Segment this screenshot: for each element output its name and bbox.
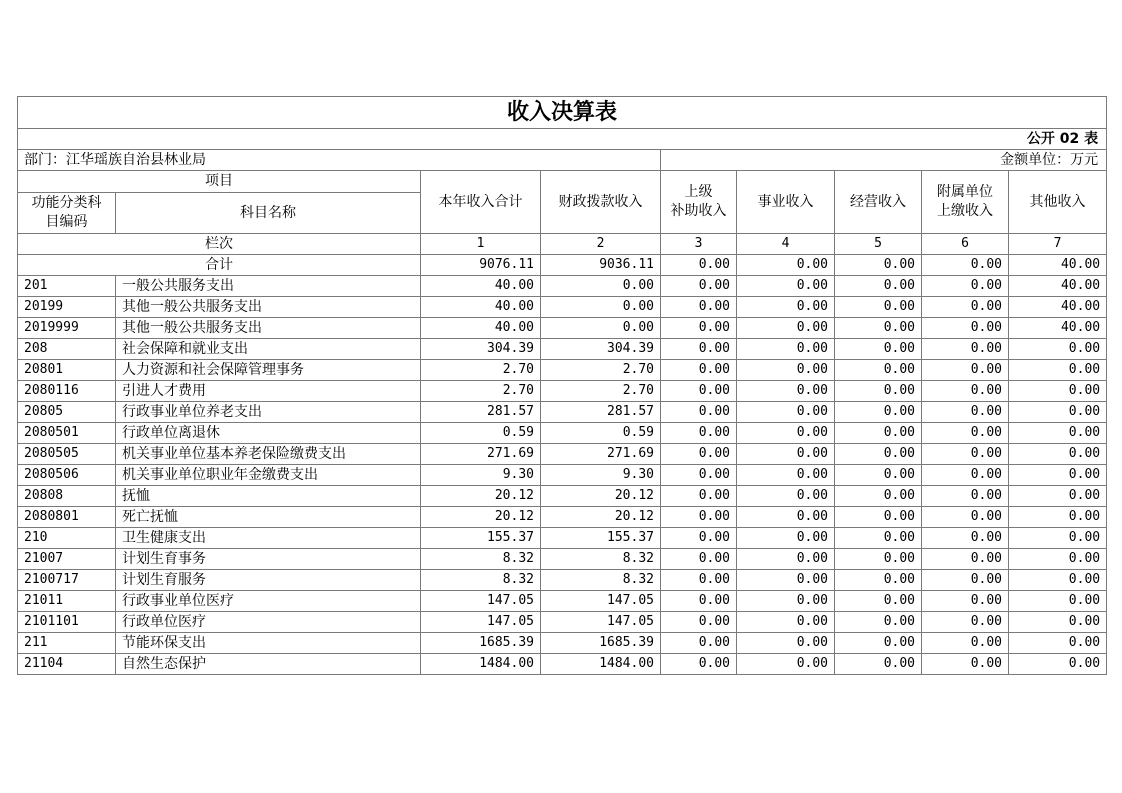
amount-cell: 20.12 <box>541 486 661 507</box>
subject-name-cell: 机关事业单位职业年金缴费支出 <box>116 465 421 486</box>
amount-cell: 20.12 <box>421 486 541 507</box>
amount-cell: 147.05 <box>421 612 541 633</box>
amount-cell: 0.00 <box>922 402 1009 423</box>
amount-cell: 0.00 <box>661 297 737 318</box>
subject-code-cell: 2080506 <box>18 465 116 486</box>
amount-cell: 2.70 <box>541 381 661 402</box>
amount-cell: 0.00 <box>737 633 835 654</box>
col-header-fiscal: 财政拨款收入 <box>541 171 661 234</box>
amount-cell: 0.00 <box>835 444 922 465</box>
amount-cell: 20.12 <box>421 507 541 528</box>
amount-cell: 0.00 <box>737 402 835 423</box>
column-index-cell: 3 <box>661 234 737 255</box>
amount-cell: 40.00 <box>1009 297 1107 318</box>
table-row <box>18 549 1107 570</box>
amount-cell: 0.00 <box>922 654 1009 675</box>
amount-cell: 0.00 <box>835 507 922 528</box>
subject-name-cell: 计划生育服务 <box>116 570 421 591</box>
amount-cell: 0.00 <box>835 612 922 633</box>
amount-cell: 0.00 <box>661 486 737 507</box>
amount-cell: 1484.00 <box>421 654 541 675</box>
amount-cell: 147.05 <box>541 591 661 612</box>
amount-cell: 0.00 <box>1009 591 1107 612</box>
unit-label: 金额单位：万元 <box>661 150 1107 171</box>
amount-cell: 0.00 <box>661 570 737 591</box>
col-header-business: 事业收入 <box>737 171 835 234</box>
amount-cell: 0.00 <box>1009 423 1107 444</box>
amount-cell: 147.05 <box>421 591 541 612</box>
total-value-cell: 0.00 <box>661 255 737 276</box>
amount-cell: 0.00 <box>835 465 922 486</box>
subject-name-cell: 社会保障和就业支出 <box>116 339 421 360</box>
amount-cell: 0.00 <box>661 444 737 465</box>
amount-cell: 0.00 <box>835 654 922 675</box>
table-row <box>18 465 1107 486</box>
subject-name-cell: 人力资源和社会保障管理事务 <box>116 360 421 381</box>
amount-cell: 0.00 <box>661 381 737 402</box>
table-row <box>18 507 1107 528</box>
subject-name-cell: 行政单位离退休 <box>116 423 421 444</box>
subject-code-cell: 21104 <box>18 654 116 675</box>
table-row <box>18 612 1107 633</box>
amount-cell: 1685.39 <box>541 633 661 654</box>
amount-cell: 0.00 <box>835 276 922 297</box>
subject-name-cell: 行政事业单位医疗 <box>116 591 421 612</box>
amount-cell: 0.00 <box>737 654 835 675</box>
total-value-cell: 9076.11 <box>421 255 541 276</box>
amount-cell: 0.00 <box>737 486 835 507</box>
col-header-operation: 经营收入 <box>835 171 922 234</box>
column-index-cell: 2 <box>541 234 661 255</box>
amount-cell: 155.37 <box>421 528 541 549</box>
column-index-cell: 7 <box>1009 234 1107 255</box>
table-row <box>18 276 1107 297</box>
amount-cell: 0.00 <box>922 633 1009 654</box>
amount-cell: 0.00 <box>661 507 737 528</box>
amount-cell: 0.00 <box>922 507 1009 528</box>
amount-cell: 20.12 <box>541 507 661 528</box>
amount-cell: 0.00 <box>922 570 1009 591</box>
amount-cell: 0.00 <box>737 297 835 318</box>
amount-cell: 0.00 <box>737 360 835 381</box>
amount-cell: 2.70 <box>541 360 661 381</box>
table-row <box>18 423 1107 444</box>
amount-cell: 0.00 <box>835 297 922 318</box>
amount-cell: 40.00 <box>421 318 541 339</box>
amount-cell: 0.00 <box>661 318 737 339</box>
subject-code-cell: 2080116 <box>18 381 116 402</box>
amount-cell: 8.32 <box>541 570 661 591</box>
subject-code-cell: 20808 <box>18 486 116 507</box>
amount-cell: 0.00 <box>661 528 737 549</box>
amount-cell: 0.59 <box>541 423 661 444</box>
item-header: 项目 <box>18 171 421 193</box>
column-index-cell: 5 <box>835 234 922 255</box>
subject-name-cell: 抚恤 <box>116 486 421 507</box>
subject-name-cell: 节能环保支出 <box>116 633 421 654</box>
total-value-cell: 40.00 <box>1009 255 1107 276</box>
amount-cell: 0.00 <box>737 549 835 570</box>
amount-cell: 0.00 <box>1009 339 1107 360</box>
amount-cell: 0.00 <box>737 276 835 297</box>
income-final-accounts-table <box>17 96 1107 675</box>
subject-name-cell: 机关事业单位基本养老保险缴费支出 <box>116 444 421 465</box>
table-row <box>18 360 1107 381</box>
table-row <box>18 318 1107 339</box>
subject-code-cell: 208 <box>18 339 116 360</box>
subject-code-cell: 2100717 <box>18 570 116 591</box>
amount-cell: 40.00 <box>421 276 541 297</box>
subject-name-cell: 其他一般公共服务支出 <box>116 318 421 339</box>
total-value-cell: 0.00 <box>835 255 922 276</box>
amount-cell: 0.00 <box>835 423 922 444</box>
amount-cell: 0.00 <box>922 339 1009 360</box>
amount-cell: 281.57 <box>541 402 661 423</box>
column-index-cell: 6 <box>922 234 1009 255</box>
amount-cell: 2.70 <box>421 381 541 402</box>
amount-cell: 40.00 <box>1009 276 1107 297</box>
amount-cell: 0.00 <box>922 486 1009 507</box>
amount-cell: 0.00 <box>835 591 922 612</box>
amount-cell: 0.00 <box>835 549 922 570</box>
subject-code-cell: 21007 <box>18 549 116 570</box>
amount-cell: 0.00 <box>1009 633 1107 654</box>
subject-code-cell: 210 <box>18 528 116 549</box>
column-index-cell: 4 <box>737 234 835 255</box>
subject-name-cell: 一般公共服务支出 <box>116 276 421 297</box>
amount-cell: 0.00 <box>737 570 835 591</box>
amount-cell: 0.00 <box>922 612 1009 633</box>
amount-cell: 281.57 <box>421 402 541 423</box>
amount-cell: 0.00 <box>922 591 1009 612</box>
amount-cell: 0.00 <box>737 339 835 360</box>
amount-cell: 1484.00 <box>541 654 661 675</box>
amount-cell: 0.00 <box>835 318 922 339</box>
amount-cell: 0.00 <box>922 528 1009 549</box>
subject-code-cell: 2080501 <box>18 423 116 444</box>
subject-name-cell: 自然生态保护 <box>116 654 421 675</box>
column-index-label: 栏次 <box>18 234 421 255</box>
amount-cell: 0.00 <box>737 507 835 528</box>
amount-cell: 0.00 <box>1009 549 1107 570</box>
amount-cell: 0.00 <box>835 633 922 654</box>
subject-name-cell: 行政事业单位养老支出 <box>116 402 421 423</box>
amount-cell: 0.00 <box>922 381 1009 402</box>
amount-cell: 0.00 <box>1009 528 1107 549</box>
amount-cell: 0.00 <box>835 381 922 402</box>
amount-cell: 0.00 <box>835 339 922 360</box>
amount-cell: 9.30 <box>421 465 541 486</box>
amount-cell: 304.39 <box>541 339 661 360</box>
amount-cell: 155.37 <box>541 528 661 549</box>
amount-cell: 0.00 <box>737 381 835 402</box>
subject-name-cell: 死亡抚恤 <box>116 507 421 528</box>
amount-cell: 0.59 <box>421 423 541 444</box>
amount-cell: 0.00 <box>661 612 737 633</box>
amount-cell: 0.00 <box>1009 507 1107 528</box>
amount-cell: 0.00 <box>1009 444 1107 465</box>
subject-code-cell: 20805 <box>18 402 116 423</box>
amount-cell: 0.00 <box>661 591 737 612</box>
amount-cell: 0.00 <box>1009 381 1107 402</box>
amount-cell: 0.00 <box>1009 570 1107 591</box>
amount-cell: 8.32 <box>421 570 541 591</box>
amount-cell: 0.00 <box>922 549 1009 570</box>
amount-cell: 0.00 <box>737 612 835 633</box>
subject-code-cell: 2080801 <box>18 507 116 528</box>
subject-code-cell: 20199 <box>18 297 116 318</box>
col-header-affiliated: 附属单位 上缴收入 <box>922 171 1009 234</box>
table-row <box>18 381 1107 402</box>
form-code: 公开 02 表 <box>18 129 1107 150</box>
name-header: 科目名称 <box>116 193 421 234</box>
amount-cell: 0.00 <box>1009 654 1107 675</box>
table-row <box>18 633 1107 654</box>
amount-cell: 40.00 <box>1009 318 1107 339</box>
table-row <box>18 570 1107 591</box>
subject-name-cell: 行政单位医疗 <box>116 612 421 633</box>
subject-code-cell: 21011 <box>18 591 116 612</box>
subject-name-cell: 卫生健康支出 <box>116 528 421 549</box>
amount-cell: 8.32 <box>421 549 541 570</box>
subject-name-cell: 引进人才费用 <box>116 381 421 402</box>
amount-cell: 0.00 <box>541 297 661 318</box>
department-label: 部门：江华瑶族自治县林业局 <box>18 150 661 171</box>
amount-cell: 147.05 <box>541 612 661 633</box>
subject-name-cell: 其他一般公共服务支出 <box>116 297 421 318</box>
subject-code-cell: 20801 <box>18 360 116 381</box>
amount-cell: 9.30 <box>541 465 661 486</box>
amount-cell: 0.00 <box>922 423 1009 444</box>
amount-cell: 8.32 <box>541 549 661 570</box>
table-row <box>18 444 1107 465</box>
amount-cell: 0.00 <box>835 402 922 423</box>
amount-cell: 0.00 <box>661 423 737 444</box>
code-header: 功能分类科 目编码 <box>18 193 116 234</box>
amount-cell: 0.00 <box>661 549 737 570</box>
amount-cell: 271.69 <box>541 444 661 465</box>
amount-cell: 0.00 <box>661 360 737 381</box>
total-label: 合计 <box>18 255 421 276</box>
amount-cell: 0.00 <box>661 402 737 423</box>
col-header-superior: 上级 补助收入 <box>661 171 737 234</box>
amount-cell: 0.00 <box>661 633 737 654</box>
amount-cell: 0.00 <box>922 318 1009 339</box>
subject-code-cell: 201 <box>18 276 116 297</box>
amount-cell: 40.00 <box>421 297 541 318</box>
amount-cell: 2.70 <box>421 360 541 381</box>
amount-cell: 0.00 <box>835 486 922 507</box>
amount-cell: 0.00 <box>737 465 835 486</box>
subject-name-cell: 计划生育事务 <box>116 549 421 570</box>
amount-cell: 0.00 <box>737 318 835 339</box>
amount-cell: 0.00 <box>835 570 922 591</box>
table-row <box>18 591 1107 612</box>
amount-cell: 0.00 <box>835 528 922 549</box>
amount-cell: 0.00 <box>922 276 1009 297</box>
table-row <box>18 297 1107 318</box>
table-row <box>18 486 1107 507</box>
amount-cell: 0.00 <box>661 339 737 360</box>
amount-cell: 0.00 <box>835 360 922 381</box>
table-row <box>18 339 1107 360</box>
amount-cell: 0.00 <box>737 591 835 612</box>
amount-cell: 0.00 <box>922 360 1009 381</box>
subject-code-cell: 2101101 <box>18 612 116 633</box>
subject-code-cell: 211 <box>18 633 116 654</box>
amount-cell: 0.00 <box>661 276 737 297</box>
total-value-cell: 9036.11 <box>541 255 661 276</box>
amount-cell: 0.00 <box>737 423 835 444</box>
amount-cell: 0.00 <box>661 465 737 486</box>
table-title: 收入决算表 <box>18 97 1107 129</box>
amount-cell: 0.00 <box>737 528 835 549</box>
column-index-cell: 1 <box>421 234 541 255</box>
col-header-other: 其他收入 <box>1009 171 1107 234</box>
amount-cell: 0.00 <box>922 297 1009 318</box>
amount-cell: 0.00 <box>922 465 1009 486</box>
amount-cell: 0.00 <box>1009 402 1107 423</box>
table-row <box>18 402 1107 423</box>
col-header-total: 本年收入合计 <box>421 171 541 234</box>
table-row <box>18 528 1107 549</box>
total-value-cell: 0.00 <box>737 255 835 276</box>
amount-cell: 0.00 <box>541 276 661 297</box>
amount-cell: 0.00 <box>922 444 1009 465</box>
amount-cell: 0.00 <box>1009 360 1107 381</box>
amount-cell: 0.00 <box>541 318 661 339</box>
table-row <box>18 654 1107 675</box>
amount-cell: 0.00 <box>661 654 737 675</box>
amount-cell: 0.00 <box>1009 612 1107 633</box>
amount-cell: 1685.39 <box>421 633 541 654</box>
amount-cell: 271.69 <box>421 444 541 465</box>
subject-code-cell: 2080505 <box>18 444 116 465</box>
amount-cell: 0.00 <box>1009 465 1107 486</box>
amount-cell: 0.00 <box>737 444 835 465</box>
amount-cell: 0.00 <box>1009 486 1107 507</box>
amount-cell: 304.39 <box>421 339 541 360</box>
total-value-cell: 0.00 <box>922 255 1009 276</box>
subject-code-cell: 2019999 <box>18 318 116 339</box>
